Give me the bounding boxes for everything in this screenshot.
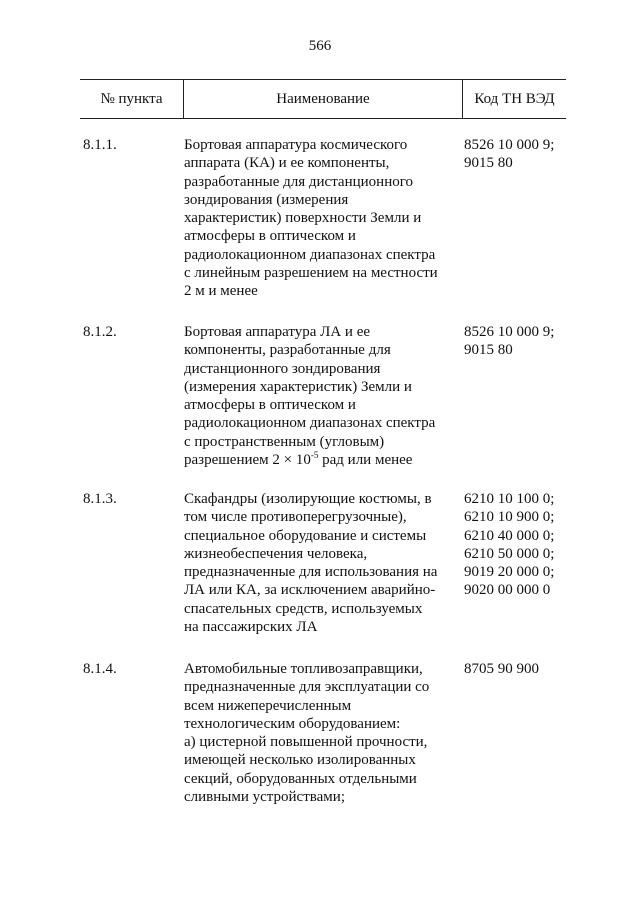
item-name: Скафандры (изолирующие костюмы, в том числе противоперегрузочные), специальное оборудование и системы жизнеобеспечения человека, предназначенные для использования на ЛА или КА, за исключением аварийно- спасательных средств, используемых на пассажирских ЛА: [184, 491, 438, 636]
table-header: [80, 79, 566, 119]
item-number: 8.1.3.: [83, 491, 117, 507]
item-code: 8526 10 000 9; 9015 80: [464, 324, 555, 359]
item-name: [184, 323, 466, 469]
item-code: 8705 90 900: [464, 661, 539, 677]
item-name: Автомобильные топливозаправщики, предназначенные для эксплуатации со всем нижеперечисленным технологическим оборудованием: а) цистерной повышенной прочности, имеющей несколько изолированных секций, оборудованных отдельными сливными устройствами;: [184, 661, 430, 806]
page-number: 566: [308, 38, 332, 54]
header-name: Наименование: [184, 80, 463, 118]
header-code: Код ТН ВЭД: [474, 91, 555, 107]
item-number: 8.1.4.: [83, 661, 117, 677]
header-number: № пункта: [80, 80, 184, 118]
item-name: Бортовая аппаратура космического аппарата (КА) и ее компоненты, разработанные для дистанционного зондирования (измерения характеристик) поверхности Земли и атмосферы в оптическом и радиолокационном диапазонах спектра с линейным разрешением на местности 2 м и менее: [184, 137, 438, 300]
item-code: 6210 10 100 0; 6210 10 900 0; 6210 40 000 0; 6210 50 000 0; 9019 20 000 0; 9020 00 000 0: [464, 491, 555, 599]
item-number: 8.1.2.: [83, 324, 117, 340]
item-number: 8.1.1.: [83, 137, 117, 153]
item-name-exponent: -5: [310, 450, 319, 461]
item-code: 8526 10 000 9; 9015 80: [464, 137, 555, 172]
item-name-main: Бортовая аппаратура ЛА и ее компоненты, разработанные для дистанционного зондирования (измерения характеристик) Земли и атмосферы в оптическом и радиолокационном диапазонах спектра с пространственным (угловым) разрешением 2 × 10: [184, 324, 436, 469]
item-name-tail: рад или менее: [318, 452, 413, 469]
